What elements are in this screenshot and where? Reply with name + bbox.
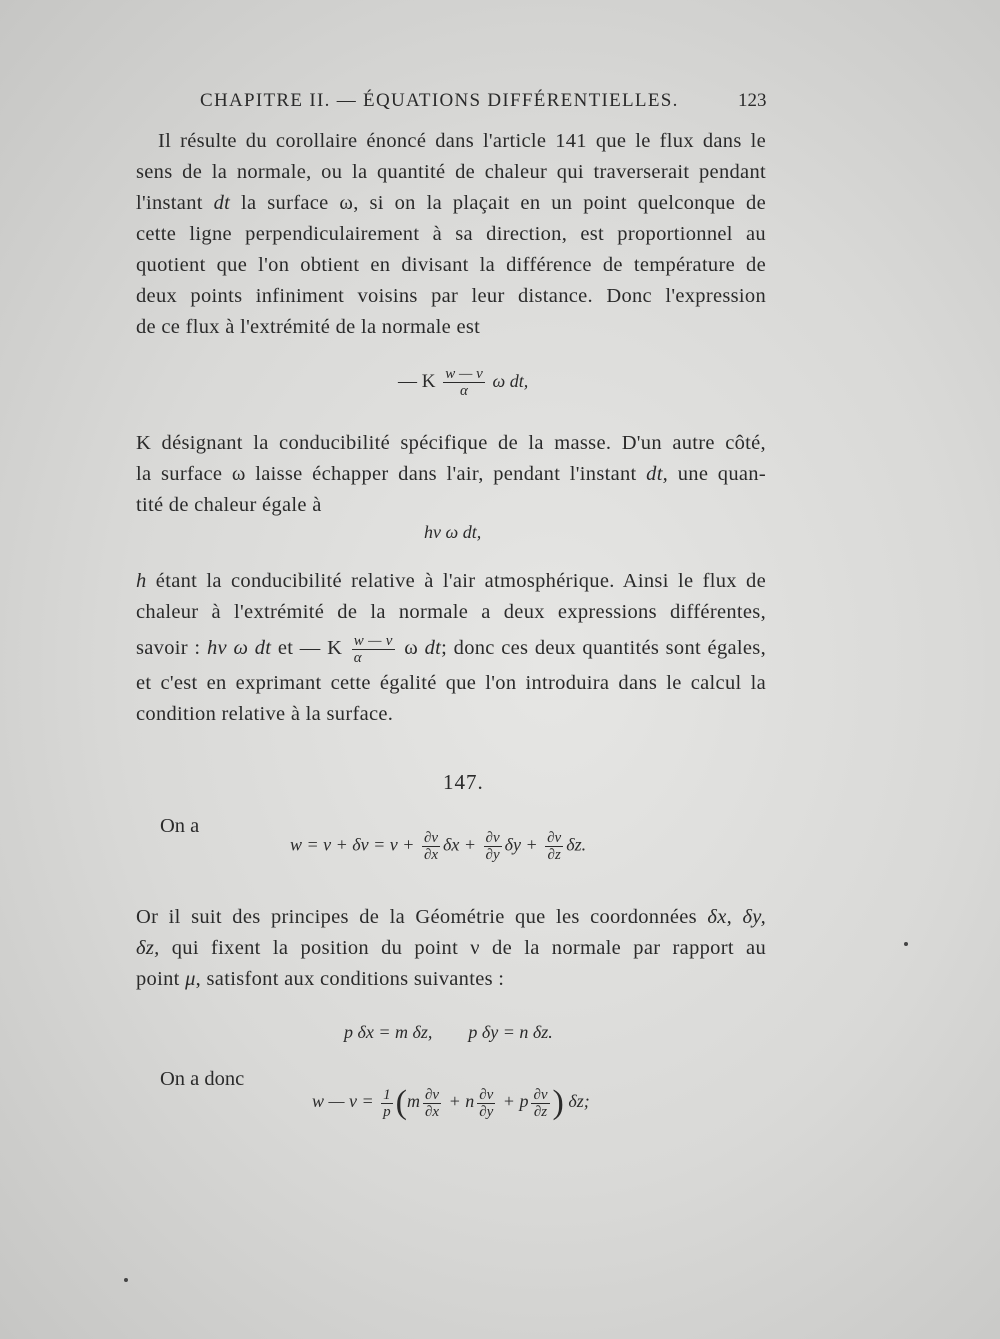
page-number: 123 bbox=[738, 90, 767, 111]
equation-w: w = v + δv = v + $\frac{\partial v}{\partial x}$ δx + $\frac{\partial v}{\partial y}$ δy + $\frac{\partial v}{\partial z}$ δz. bbox=[290, 830, 587, 863]
section-number: 147. bbox=[443, 770, 484, 794]
text-line: condition relative à la surface. bbox=[136, 703, 394, 725]
running-header: CHAPITRE II. — ÉQUATIONS DIFFÉRENTIELLES. bbox=[200, 90, 679, 111]
text-line: savoir : hv ω dt et — K $\frac{w — v}{\alpha}$ ω dt; donc ces deux quantités sont égales, bbox=[136, 632, 767, 666]
paragraph-1 bbox=[136, 126, 766, 343]
equation-flux: — K $\frac{w — v}{\alpha}$ ω dt, bbox=[398, 366, 529, 399]
paragraph-3 bbox=[136, 566, 766, 730]
text-line: h étant la conducibilité relative à l'air atmosphérique. Ainsi le flux de bbox=[136, 570, 766, 592]
text-line: et c'est en exprimant cette égalité que l'on introduira dans le calcul la bbox=[136, 672, 766, 694]
equation-conditions: p δx = m δz, p δy = n δz. bbox=[344, 1022, 553, 1042]
text-line: chaleur à l'extrémité de la normale a deux expressions différentes, bbox=[136, 601, 766, 623]
paragraph-6: On a donc bbox=[160, 1068, 245, 1090]
paragraph-5 bbox=[136, 902, 766, 995]
text-line: Or il suit des principes de la Géométrie que les coordonnées δx, δy, bbox=[136, 906, 766, 928]
text-line: la surface ω laisse échapper dans l'air, pendant l'instant dt, une quan- bbox=[136, 463, 766, 485]
text-line: deux points infiniment voisins par leur distance. Donc l'expression bbox=[136, 285, 766, 307]
text-line: quotient que l'on obtient en divisant la différence de température de bbox=[136, 254, 766, 276]
paragraph-2 bbox=[136, 428, 766, 521]
text-line: de ce flux à l'extrémité de la normale est bbox=[136, 316, 481, 338]
text-line: tité de chaleur égale à bbox=[136, 494, 322, 516]
equation-surface-flux: hv ω dt, bbox=[424, 522, 482, 542]
ink-speck bbox=[904, 942, 908, 946]
equation-w-minus-v: w — v = $\frac{1}{p}$ (m $\frac{\partial v}{\partial x}$ + n $\frac{\partial v}{\partial y}$ + p $\frac{\partial v}{\partial z}$ ) δz; bbox=[312, 1084, 590, 1121]
ink-speck bbox=[124, 1278, 128, 1282]
text-line: K désignant la conducibilité spécifique de la masse. D'un autre côté, bbox=[136, 432, 766, 454]
text-line: l'instant dt la surface ω, si on la plaçait en un point quelconque de bbox=[136, 192, 767, 214]
text-line: δz, qui fixent la position du point ν de la normale par rapport au bbox=[136, 937, 766, 959]
paragraph-4: On a bbox=[160, 815, 200, 837]
text-line: point μ, satisfont aux conditions suivantes : bbox=[136, 968, 505, 990]
text-line: Il résulte du corollaire énoncé dans l'article 141 que le flux dans le bbox=[158, 130, 766, 152]
text-line: cette ligne perpendiculairement à sa direction, est proportionnel au bbox=[136, 223, 766, 245]
text-line: sens de la normale, ou la quantité de chaleur qui traverserait pendant bbox=[136, 161, 766, 183]
